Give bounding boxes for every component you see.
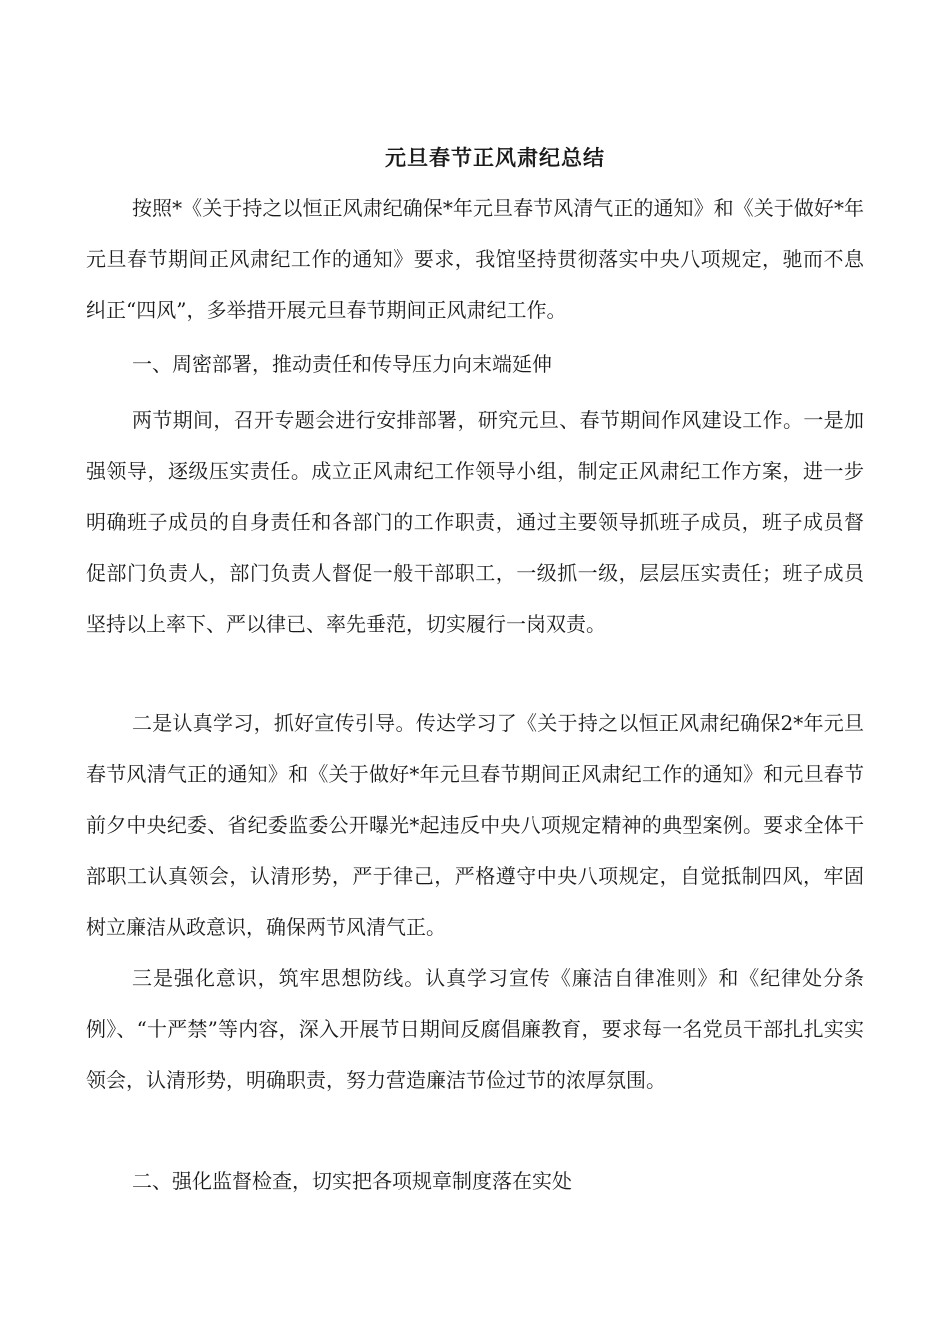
section-1-paragraph-2: 二是认真学习，抓好宣传引导。传达学习了《关于持之以恒正风肃纪确保2*年元旦春节风清气正的通知》和《关于做好*年元旦春节期间正风肃纪工作的通知》和元旦春节前夕中央纪委、省纪委监委公开曝光*起违反中央八项规定精神的典型案例。要求全体干部职工认真领会，认清形势，严于律己，严格遵守中央八项规定，自觉抵制四风，牢固树立廉洁从政意识，确保两节风清气正。 [86,711,864,939]
section-1-heading: 一、周密部署，推动责任和传导压力向末端延伸 [132,352,552,376]
document-title: 元旦春节正风肃纪总结 [385,145,605,170]
section-1-paragraph-3: 三是强化意识，筑牢思想防线。认真学习宣传《廉洁自律准则》和《纪律处分条例》、“十严禁”等内容，深入开展节日期间反腐倡廉教育，要求每一名党员干部扎扎实实领会，认清形势，明确职责，努力营造廉洁节俭过节的浓厚氛围。 [86,966,864,1092]
section-1-paragraph-1: 两节期间，召开专题会进行安排部署，研究元旦、春节期间作风建设工作。一是加强领导，逐级压实责任。成立正风肃纪工作领导小组，制定正风肃纪工作方案，进一步明确班子成员的自身责任和各部门的工作职责，通过主要领导抓班子成员，班子成员督促部门负责人，部门负责人督促一般干部职工，一级抓一级，层层压实责任；班子成员坚持以上率下、严以律已、率先垂范，切实履行一岗双责。 [86,408,864,636]
intro-paragraph: 按照*《关于持之以恒正风肃纪确保*年元旦春节风清气正的通知》和《关于做好*年元旦春节期间正风肃纪工作的通知》要求，我馆坚持贯彻落实中央八项规定，驰而不息纠正“四风”，多举措开展元旦春节期间正风肃纪工作。 [86,196,864,322]
section-2-heading: 二、强化监督检查，切实把各项规章制度落在实处 [132,1169,572,1193]
